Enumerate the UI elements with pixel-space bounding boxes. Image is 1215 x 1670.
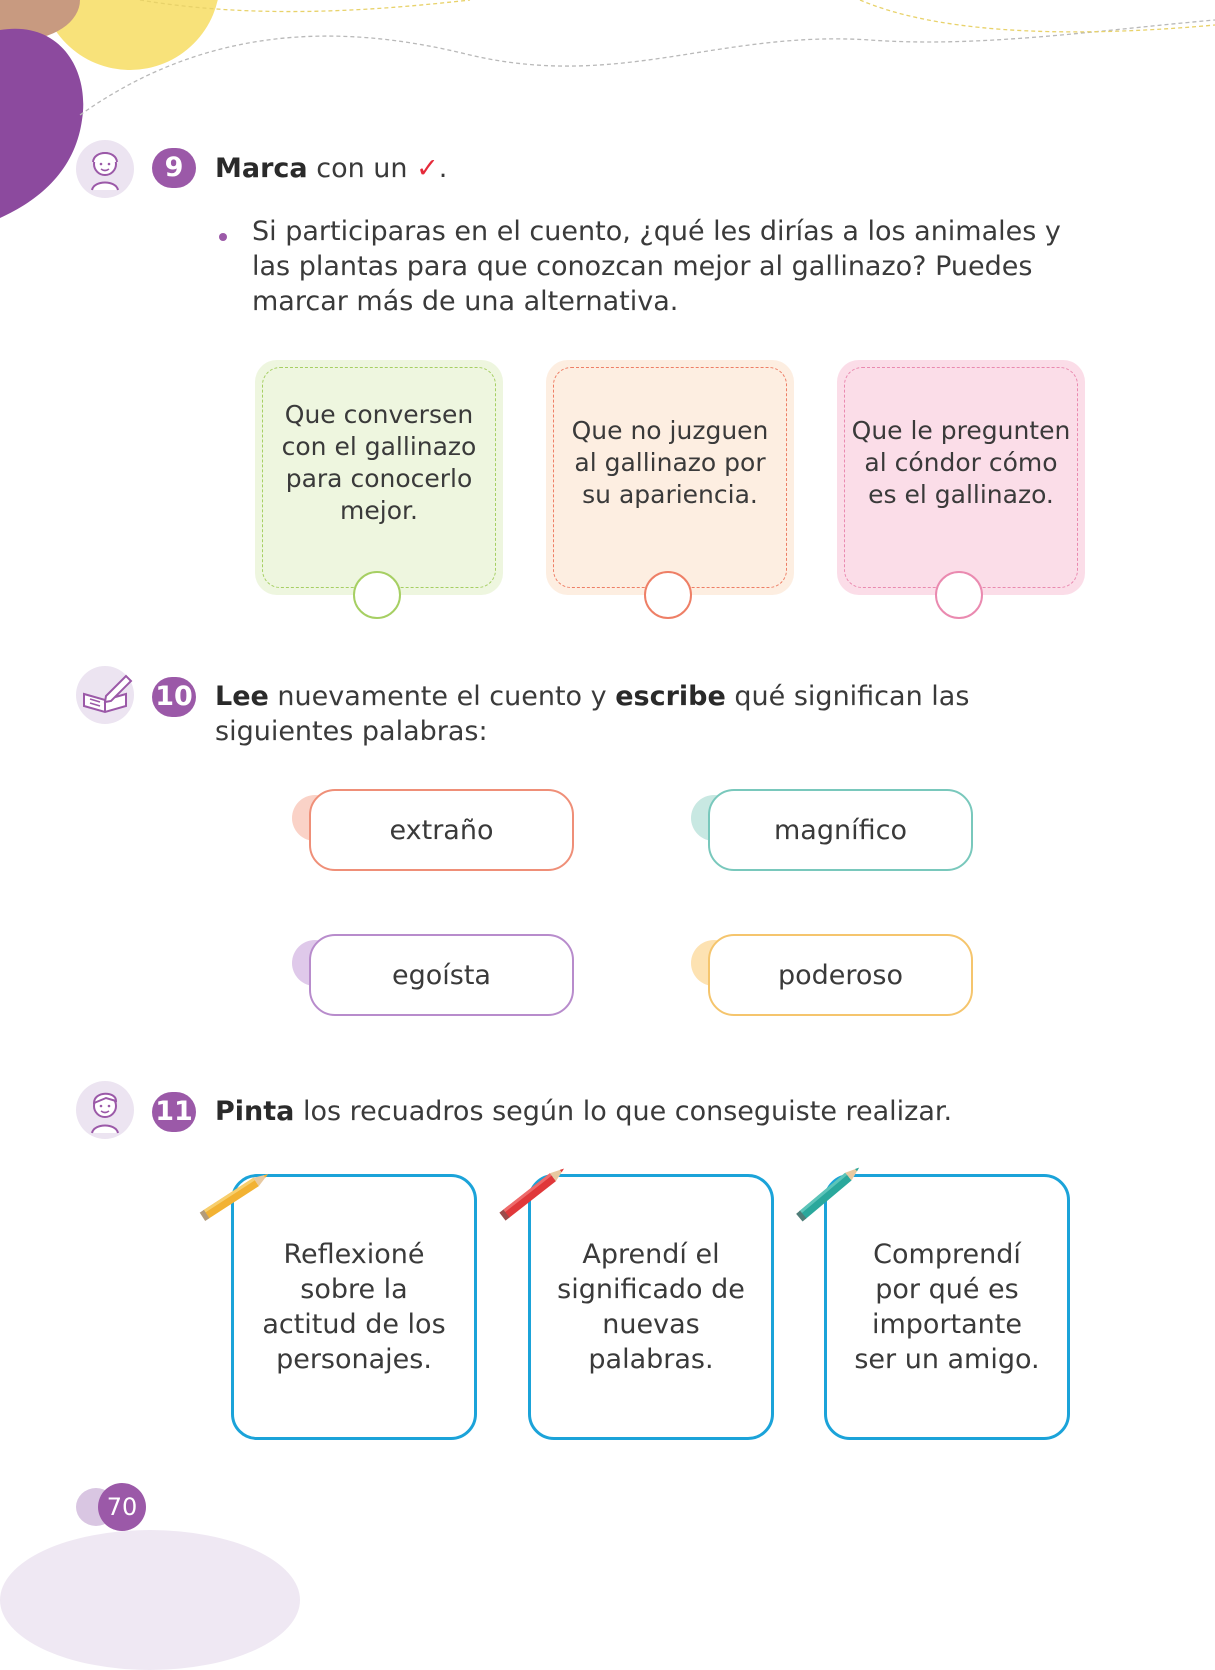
checkmark-icon: ✓	[416, 153, 439, 184]
question-number: 11	[152, 1092, 196, 1132]
question-number: 10	[152, 677, 196, 717]
self-eval-card-2[interactable]: Aprendí el significado de nuevas palabras.	[528, 1174, 774, 1440]
yellow-pencil-icon	[194, 1165, 278, 1225]
book-writing-icon	[76, 666, 134, 724]
bottom-decoration	[0, 1530, 300, 1670]
self-eval-card-1[interactable]: Reflexioné sobre la actitud de los personajes.	[231, 1174, 477, 1440]
instruction: Pinta los recuadros según lo que conseguiste realizar.	[215, 1096, 953, 1127]
question-number: 9	[152, 148, 196, 188]
page-number: 70	[98, 1483, 146, 1531]
word-box-magnifico: magnífico	[708, 789, 973, 871]
option-text: Que le pregunten al cóndor cómo es el gallinazo.	[851, 415, 1071, 509]
word-box-egoista: egoísta	[309, 934, 574, 1016]
student-girl-icon	[76, 140, 134, 198]
instruction: Marca con un ✓.	[215, 153, 448, 184]
self-eval-card-3[interactable]: Comprendí por qué es importante ser un amigo.	[824, 1174, 1070, 1440]
teal-pencil-icon	[788, 1162, 872, 1224]
instruction: Lee nuevamente el cuento y escribe qué significan las siguientes palabras:	[215, 681, 970, 747]
red-pencil-icon	[492, 1162, 576, 1222]
word-box-extrano: extraño	[309, 789, 574, 871]
bullet-question: Si participaras en el cuento, ¿qué les dirías a los animales y las plantas para que conozcan mejor al gallinazo? Puedes marcar más de una alternativa.	[252, 216, 1061, 317]
option-text: Que no juzguen al gallinazo por su apariencia.	[571, 415, 769, 509]
option-checkbox[interactable]	[935, 571, 983, 619]
option-card-2	[546, 360, 794, 595]
student-boy-icon	[76, 1081, 134, 1139]
option-checkbox[interactable]	[644, 571, 692, 619]
option-checkbox[interactable]	[353, 571, 401, 619]
option-text: Que conversen con el gallinazo para conocerlo mejor.	[281, 399, 477, 525]
option-card-3	[837, 360, 1085, 595]
bullet-icon	[219, 233, 227, 241]
page-decoration	[0, 0, 1215, 240]
word-box-poderoso: poderoso	[708, 934, 973, 1016]
option-card-1	[255, 360, 503, 595]
